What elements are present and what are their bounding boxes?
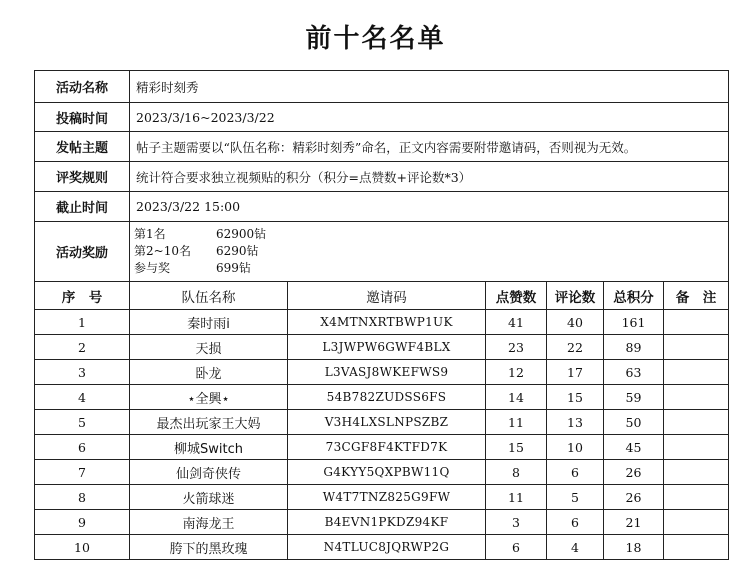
col-header-score: 总积分 [604,282,664,310]
score-cell: 161 [604,310,664,335]
rank-cell: 2 [35,335,130,360]
table-row [35,385,729,410]
rules-value: 统计符合要求独立视频贴的积分（积分=点赞数+评论数*3） [130,162,729,192]
table-row [35,360,729,385]
score-cell: 26 [604,485,664,510]
code-cell: X4MTNXRTBWP1UK [288,310,486,335]
score-cell: 50 [604,410,664,435]
score-cell: 18 [604,535,664,560]
table-row [35,460,729,485]
comments-cell: 5 [547,485,604,510]
ranking-table [34,70,729,560]
note-cell [664,385,729,410]
reward-item [134,260,728,277]
activity-name-value: 精彩时刻秀 [130,71,729,103]
table-header [35,282,729,310]
score-cell: 89 [604,335,664,360]
code-cell: 73CGF8F4KTFD7K [288,435,486,460]
score-cell: 59 [604,385,664,410]
likes-cell: 6 [486,535,547,560]
rank-cell: 8 [35,485,130,510]
likes-cell: 23 [486,335,547,360]
ranking-rows [35,310,729,560]
team-cell: 柳城Switch [130,435,288,460]
activity-name-label: 活动名称 [35,71,130,103]
note-cell [664,335,729,360]
submit-time-label: 投稿时间 [35,103,130,132]
comments-cell: 6 [547,460,604,485]
reward-name: 第1名 [134,227,166,241]
rank-cell: 5 [35,410,130,435]
col-header-note: 备 注 [664,282,729,310]
code-cell: N4TLUC8JQRWP2G [288,535,486,560]
team-cell: 胯下的黑玫瑰 [130,535,288,560]
note-cell [664,460,729,485]
reward-amount: 699钻 [216,261,251,275]
comments-cell: 22 [547,335,604,360]
likes-cell: 41 [486,310,547,335]
rank-cell: 9 [35,510,130,535]
comments-cell: 40 [547,310,604,335]
col-header-team: 队伍名称 [130,282,288,310]
table-row [35,310,729,335]
col-header-likes: 点赞数 [486,282,547,310]
reward-item [134,226,728,243]
comments-cell: 6 [547,510,604,535]
team-cell: ⋆全興⋆ [130,385,288,410]
code-cell: W4T7TNZ825G9FW [288,485,486,510]
topic-label: 发帖主题 [35,132,130,162]
rewards-value [130,222,729,282]
table-row [35,435,729,460]
code-cell: V3H4LXSLNPSZBZ [288,410,486,435]
reward-item [134,243,728,260]
col-header-code: 邀请码 [288,282,486,310]
comments-cell: 10 [547,435,604,460]
reward-name: 参与奖 [134,261,171,275]
col-header-rank: 序 号 [35,282,130,310]
reward-amount: 62900钻 [216,227,267,241]
rank-cell: 1 [35,310,130,335]
likes-cell: 14 [486,385,547,410]
team-cell: 卧龙 [130,360,288,385]
rank-cell: 6 [35,435,130,460]
code-cell: 54B782ZUDSS6FS [288,385,486,410]
rewards-label: 活动奖励 [35,222,130,282]
score-cell: 21 [604,510,664,535]
rank-cell: 3 [35,360,130,385]
rank-cell: 7 [35,460,130,485]
likes-cell: 11 [486,485,547,510]
note-cell [664,310,729,335]
likes-cell: 11 [486,410,547,435]
code-cell: B4EVN1PKDZ94KF [288,510,486,535]
rules-label: 评奖规则 [35,162,130,192]
team-cell: 仙剑奇侠传 [130,460,288,485]
code-cell: G4KYY5QXPBW11Q [288,460,486,485]
likes-cell: 15 [486,435,547,460]
likes-cell: 8 [486,460,547,485]
deadline-label: 截止时间 [35,192,130,222]
note-cell [664,410,729,435]
code-cell: L3VASJ8WKEFWS9 [288,360,486,385]
likes-cell: 3 [486,510,547,535]
table-row [35,510,729,535]
topic-value: 帖子主题需要以“队伍名称：精彩时刻秀”命名，正文内容需要附带邀请码，否则视为无效。 [130,132,729,162]
activity-info [35,71,729,282]
rank-cell: 10 [35,535,130,560]
note-cell [664,485,729,510]
team-cell: 秦时雨i [130,310,288,335]
note-cell [664,435,729,460]
page-title: 前十名名单 [305,24,446,54]
note-cell [664,510,729,535]
score-cell: 26 [604,460,664,485]
deadline-value: 2023/3/22 15:00 [130,192,729,222]
submit-time-value: 2023/3/16~2023/3/22 [130,103,729,132]
table-row [35,485,729,510]
note-cell [664,535,729,560]
reward-name: 第2~10名 [134,244,191,258]
col-header-comments: 评论数 [547,282,604,310]
score-cell: 63 [604,360,664,385]
rank-cell: 4 [35,385,130,410]
comments-cell: 13 [547,410,604,435]
table-row [35,535,729,560]
team-cell: 最杰出玩家王大妈 [130,410,288,435]
team-cell: 天损 [130,335,288,360]
team-cell: 南海龙王 [130,510,288,535]
likes-cell: 12 [486,360,547,385]
comments-cell: 15 [547,385,604,410]
comments-cell: 17 [547,360,604,385]
reward-amount: 6290钻 [216,244,259,258]
score-cell: 45 [604,435,664,460]
table-row [35,335,729,360]
note-cell [664,360,729,385]
comments-cell: 4 [547,535,604,560]
table-row [35,410,729,435]
team-cell: 火箭球迷 [130,485,288,510]
code-cell: L3JWPW6GWF4BLX [288,335,486,360]
